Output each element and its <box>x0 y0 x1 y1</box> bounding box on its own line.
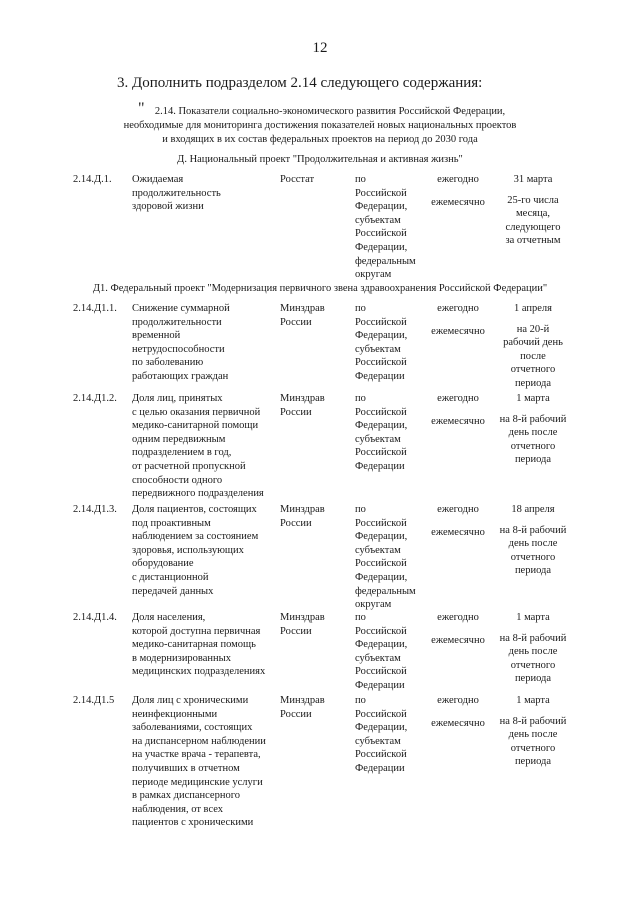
aggregation-level: по Российской Федерации, субъектам Российской Федерации <box>355 393 408 472</box>
subsection-intro <box>0 100 640 147</box>
periodicity-monthly: ежемесячно <box>431 634 485 646</box>
section-title-d1: Д1. Федеральный проект "Модернизация первичного звена здравоохранения Российской Федерации" <box>92 283 548 294</box>
reporting-periodicity <box>424 503 492 539</box>
indicator-code: 2.14.Д.1. <box>73 174 112 185</box>
deadline-monthly: на 20-й рабочий день после отчетного периода <box>503 323 563 389</box>
opening-quote-mark: " <box>138 100 145 117</box>
indicator-code: 2.14.Д1.1. <box>73 303 117 314</box>
indicator-name: Доля лиц с хроническими неинфекционными заболеваниями, состоящих на диспансерном наблюдении на участке врача - терапевта, получивших в отчетном периоде медицинские услуги в рамках диспансерного наблюдения, от всех пациентов с хроническими <box>132 695 266 829</box>
periodicity-monthly: ежемесячно <box>431 717 485 729</box>
periodicity-monthly: ежемесячно <box>431 196 485 208</box>
periodicity-annual: ежегодно <box>437 393 479 404</box>
deadline-annual: 31 марта <box>513 174 553 185</box>
periodicity-monthly: ежемесячно <box>431 415 485 427</box>
aggregation-level: по Российской Федерации, субъектам Российской Федерации, федеральным округам <box>355 504 416 611</box>
indicator-name: Ожидаемая продолжительность здоровой жизни <box>132 174 221 213</box>
deadline-monthly: 25-го числа месяца, следующего за отчетным <box>505 194 561 247</box>
periodicity-annual: ежегодно <box>437 303 479 314</box>
deadline-monthly: на 8-й рабочий день после отчетного периода <box>499 632 567 685</box>
reporting-periodicity <box>424 173 492 209</box>
indicator-name: Доля пациентов, состоящих под проактивным наблюдением за состоянием здоровья, использующих оборудование с дистанционной передачей данных <box>132 504 259 597</box>
deadline-annual: 1 марта <box>516 612 550 623</box>
data-source: Минздрав России <box>280 504 325 529</box>
data-source: Минздрав России <box>280 393 325 418</box>
deadline-annual: 18 апреля <box>511 504 555 515</box>
reporting-deadline <box>492 392 574 467</box>
reporting-periodicity <box>424 302 492 338</box>
intro-line-3: и входящих в их состав федеральных проектов на период до 2030 года <box>162 134 478 145</box>
deadline-annual: 1 апреля <box>514 303 552 314</box>
aggregation-level: по Российской Федерации, субъектам Российской Федерации <box>355 612 408 691</box>
periodicity-annual: ежегодно <box>437 504 479 515</box>
periodicity-monthly: ежемесячно <box>431 325 485 337</box>
aggregation-level: по Российской Федерации, субъектам Российской Федерации <box>355 303 408 382</box>
indicator-code: 2.14.Д1.3. <box>73 504 117 515</box>
deadline-monthly: на 8-й рабочий день после отчетного периода <box>499 413 567 466</box>
section-title-d: Д. Национальный проект "Продолжительная и активная жизнь" <box>177 154 463 165</box>
reporting-periodicity <box>424 694 492 730</box>
reporting-deadline <box>492 694 574 769</box>
aggregation-level: по Российской Федерации, субъектам Российской Федерации, федеральным округам <box>355 174 416 281</box>
deadline-monthly: на 8-й рабочий день после отчетного периода <box>499 715 567 768</box>
page-number: 12 <box>312 40 328 56</box>
reporting-deadline <box>492 611 574 686</box>
section-heading: 3. Дополнить подразделом 2.14 следующего содержания: <box>117 75 483 91</box>
periodicity-monthly: ежемесячно <box>431 526 485 538</box>
aggregation-level: по Российской Федерации, субъектам Российской Федерации <box>355 695 408 774</box>
data-source: Росстат <box>280 174 315 185</box>
data-source: Минздрав России <box>280 695 325 720</box>
deadline-monthly: на 8-й рабочий день после отчетного периода <box>499 524 567 577</box>
deadline-annual: 1 марта <box>516 695 550 706</box>
indicator-code: 2.14.Д1.5 <box>73 695 115 706</box>
indicator-name: Снижение суммарной продолжительности временной нетрудоспособности по заболеванию работающих граждан <box>132 303 230 382</box>
periodicity-annual: ежегодно <box>437 174 479 185</box>
intro-line-2: необходимые для мониторинга достижения показателей новых национальных проектов <box>123 120 517 131</box>
deadline-annual: 1 марта <box>516 393 550 404</box>
reporting-deadline <box>492 302 574 391</box>
indicator-name: Доля лиц, принятых с целью оказания первичной медико-санитарной помощи одним передвижным подразделением в год, от расчетной пропускной способности одного передвижного подразделения <box>132 393 264 500</box>
periodicity-annual: ежегодно <box>437 612 479 623</box>
reporting-periodicity <box>424 611 492 647</box>
reporting-deadline <box>492 503 574 578</box>
data-source: Минздрав России <box>280 612 325 637</box>
reporting-deadline <box>492 173 574 248</box>
indicator-name: Доля населения, которой доступна первичная медико-санитарная помощь в модернизированных медицинских подразделениях <box>132 612 266 678</box>
reporting-periodicity <box>424 392 492 428</box>
intro-line-1: 2.14. Показатели социально-экономического развития Российской Федерации, <box>154 106 506 117</box>
data-source: Минздрав России <box>280 303 325 328</box>
indicator-code: 2.14.Д1.4. <box>73 612 117 623</box>
indicator-code: 2.14.Д1.2. <box>73 393 117 404</box>
periodicity-annual: ежегодно <box>437 695 479 706</box>
